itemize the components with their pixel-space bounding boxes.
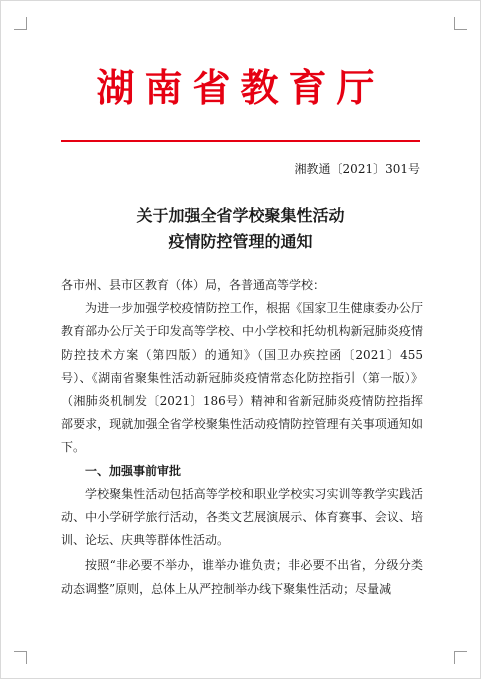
document-number: 湘教通〔2021〕301号 <box>294 162 420 176</box>
red-header-rule <box>61 140 420 142</box>
crop-mark-top-left <box>14 17 27 30</box>
paragraph-activities: 学校聚集性活动包括高等学校和职业学校实习实训等教学实践活动、中小学研学旅行活动，各类文艺展演展示、体育赛事、会议、培训、论坛、庆典等群体性活动。 <box>61 486 423 548</box>
issuer-masthead: 湖南省教育厅 <box>96 65 385 110</box>
crop-mark-bottom-right <box>454 651 467 664</box>
crop-mark-top-right <box>454 17 467 30</box>
salutation: 各市州、县市区教育（体）局，各普通高等学校： <box>61 278 326 292</box>
section-heading-1: 一、加强事前审批 <box>85 463 182 478</box>
document-title <box>1 203 480 255</box>
paragraph-principles: 按照“非必要不举办，谁举办谁负责；非必要不出省，分级分类动态调整”原则，总体上从严控制举办线下聚集性活动；尽量减 <box>61 558 423 596</box>
title-line-2: 疫情防控管理的通知 <box>168 232 313 251</box>
title-line-1: 关于加强全省学校聚集性活动 <box>136 206 345 225</box>
document-body <box>61 274 423 601</box>
crop-mark-bottom-left <box>14 651 27 664</box>
paragraph-intro: 为进一步加强学校疫情防控工作，根据《国家卫生健康委办公厅 教育部办公厅关于印发高等学校、中小学校和托幼机构新冠肺炎疫情防控技术方案（第四版）的通知》（国卫办疾控函〔2021〕455号）、《湖南省聚集性活动新冠肺炎疫情常态化防控指引（第一版）》（湘肺炎机制发〔2021〕186号）精神和省新冠肺炎疫情防控指挥部要求，现就加强全省学校聚集性活动疫情防控管理有关事项通知如下。 <box>61 301 423 455</box>
